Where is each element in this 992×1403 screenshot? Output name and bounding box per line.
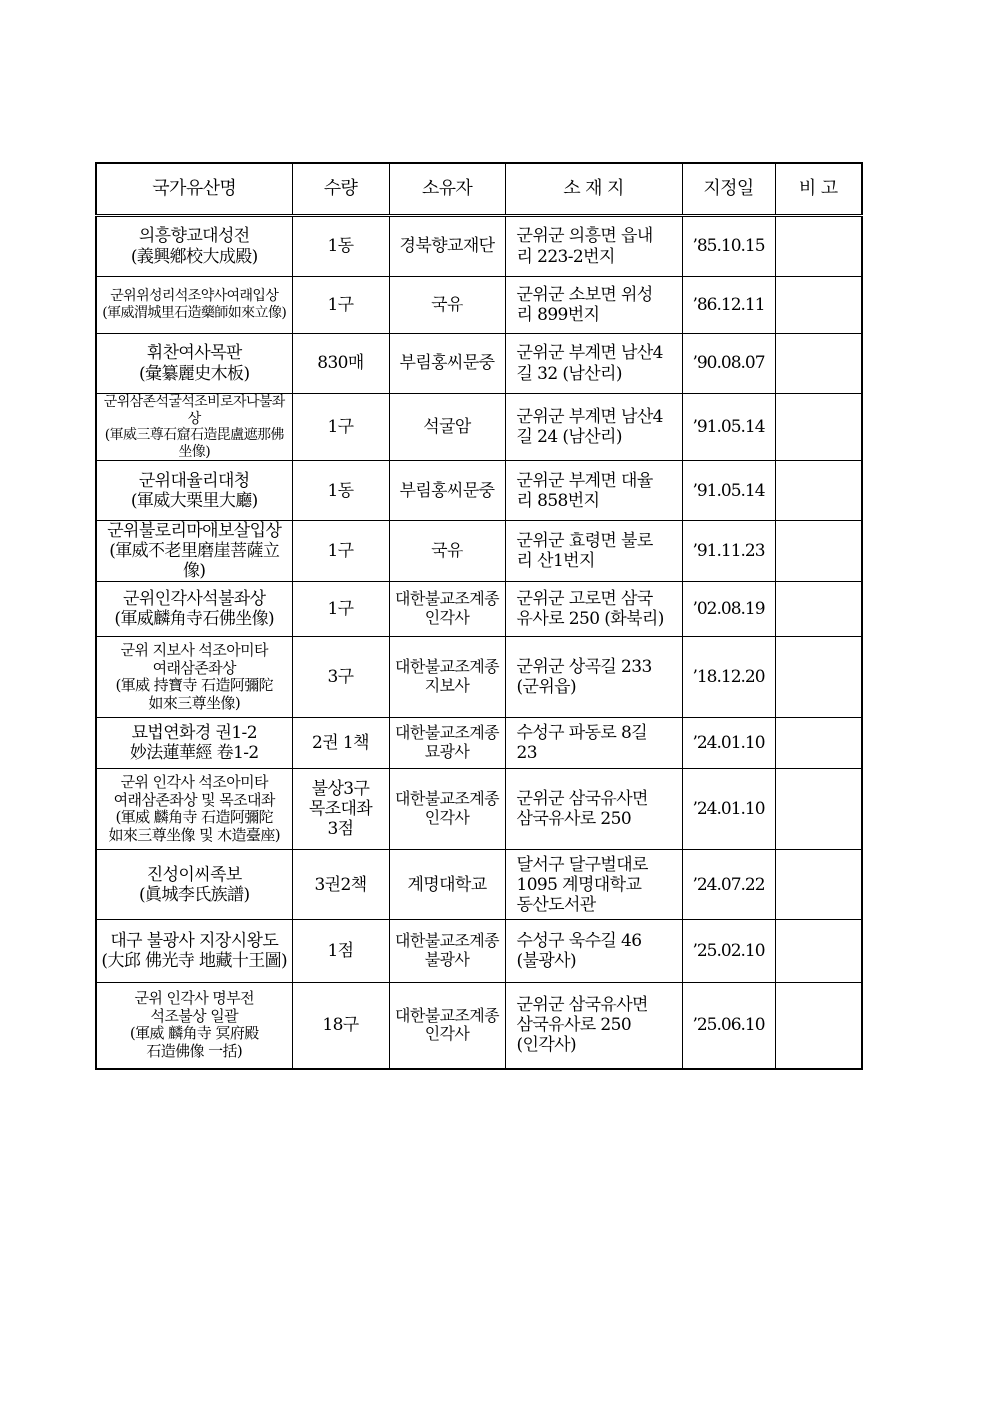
- heritage-quantity: 3구: [292, 637, 389, 718]
- heritage-location: 군위군 효령면 불로 리 산1번지: [505, 521, 682, 582]
- header-note: 비 고: [775, 163, 862, 216]
- table-row: [96, 394, 862, 461]
- heritage-note: [775, 769, 862, 850]
- heritage-quantity: 2권 1책: [292, 718, 389, 769]
- heritage-location: 달서구 달구벌대로 1095 계명대학교 동산도서관: [505, 850, 682, 920]
- heritage-quantity: 1동: [292, 461, 389, 521]
- heritage-quantity: 3권2책: [292, 850, 389, 920]
- designation-date: ’24.01.10: [682, 718, 775, 769]
- table-row: [96, 582, 862, 637]
- heritage-name: 대구 불광사 지장시왕도 (大邱 佛光寺 地藏十王圖): [96, 920, 292, 983]
- heritage-name: 묘법연화경 권1-2 妙法蓮華經 卷1-2: [96, 718, 292, 769]
- heritage-owner: 대한불교조계종 불광사: [389, 920, 505, 983]
- table-row: [96, 521, 862, 582]
- heritage-quantity: 1동: [292, 216, 389, 277]
- heritage-note: [775, 394, 862, 461]
- heritage-name: 군위위성리석조약사여래입상 (軍威渭城里石造藥師如來立像): [96, 277, 292, 334]
- header-date: 지정일: [682, 163, 775, 216]
- designation-date: ’86.12.11: [682, 277, 775, 334]
- heritage-location: 군위군 소보면 위성 리 899번지: [505, 277, 682, 334]
- designation-date: ’91.11.23: [682, 521, 775, 582]
- heritage-quantity: 1구: [292, 582, 389, 637]
- heritage-name: 군위불로리마애보살입상 (軍威不老里磨崖菩薩立像): [96, 521, 292, 582]
- designation-date: ’25.02.10: [682, 920, 775, 983]
- heritage-name: 휘찬여사목판 (彙纂麗史木板): [96, 334, 292, 394]
- heritage-location: 군위군 삼국유사면 삼국유사로 250: [505, 769, 682, 850]
- designation-date: ’91.05.14: [682, 461, 775, 521]
- table-row: [96, 334, 862, 394]
- header-location: 소 재 지: [505, 163, 682, 216]
- heritage-owner: 대한불교조계종 인각사: [389, 769, 505, 850]
- designation-date: ’90.08.07: [682, 334, 775, 394]
- heritage-name: 진성이씨족보 (眞城李氏族譜): [96, 850, 292, 920]
- designation-date: ’18.12.20: [682, 637, 775, 718]
- table-row: [96, 920, 862, 983]
- table-row: [96, 277, 862, 334]
- designation-date: ’25.06.10: [682, 983, 775, 1069]
- heritage-owner: 부림홍씨문중: [389, 334, 505, 394]
- heritage-name: 군위인각사석불좌상 (軍威麟角寺石佛坐像): [96, 582, 292, 637]
- heritage-owner: 계명대학교: [389, 850, 505, 920]
- heritage-name: 군위 인각사 명부전 석조불상 일괄 (軍威 麟角寺 冥府殿 石造佛像 一括): [96, 983, 292, 1069]
- heritage-owner: 경북향교재단: [389, 216, 505, 277]
- heritage-note: [775, 521, 862, 582]
- table-row: [96, 216, 862, 277]
- heritage-location: 군위군 부계면 남산4 길 32 (남산리): [505, 334, 682, 394]
- heritage-location: 수성구 파동로 8길 23: [505, 718, 682, 769]
- heritage-note: [775, 983, 862, 1069]
- heritage-quantity: 1점: [292, 920, 389, 983]
- heritage-location: 군위군 고로면 삼국 유사로 250 (화북리): [505, 582, 682, 637]
- heritage-location: 수성구 욱수길 46 (불광사): [505, 920, 682, 983]
- heritage-note: [775, 277, 862, 334]
- heritage-table: [95, 162, 863, 1070]
- heritage-note: [775, 216, 862, 277]
- heritage-location: 군위군 부계면 대율 리 858번지: [505, 461, 682, 521]
- heritage-note: [775, 637, 862, 718]
- heritage-location: 군위군 삼국유사면 삼국유사로 250 (인각사): [505, 983, 682, 1069]
- heritage-quantity: 1구: [292, 277, 389, 334]
- heritage-name: 군위대율리대청 (軍威大栗里大廳): [96, 461, 292, 521]
- designation-date: ’24.01.10: [682, 769, 775, 850]
- heritage-name: 의흥향교대성전 (義興鄕校大成殿): [96, 216, 292, 277]
- heritage-location: 군위군 부계면 남산4 길 24 (남산리): [505, 394, 682, 461]
- table-row: [96, 461, 862, 521]
- heritage-quantity: 1구: [292, 521, 389, 582]
- heritage-owner: 국유: [389, 521, 505, 582]
- designation-date: ’91.05.14: [682, 394, 775, 461]
- heritage-name: 군위 지보사 석조아미타 여래삼존좌상 (軍威 持寶寺 石造阿彌陀 如來三尊坐像): [96, 637, 292, 718]
- heritage-owner: 대한불교조계종 묘광사: [389, 718, 505, 769]
- heritage-owner: 대한불교조계종 지보사: [389, 637, 505, 718]
- heritage-note: [775, 582, 862, 637]
- heritage-note: [775, 850, 862, 920]
- heritage-quantity: 18구: [292, 983, 389, 1069]
- heritage-owner: 대한불교조계종 인각사: [389, 983, 505, 1069]
- table-row: [96, 718, 862, 769]
- heritage-quantity: 1구: [292, 394, 389, 461]
- table-row: [96, 637, 862, 718]
- heritage-owner: 국유: [389, 277, 505, 334]
- designation-date: ’85.10.15: [682, 216, 775, 277]
- heritage-name: 군위 인각사 석조아미타 여래삼존좌상 및 목조대좌 (軍威 麟角寺 石造阿彌陀 如來三尊坐像 및 木造臺座): [96, 769, 292, 850]
- heritage-name: 군위삼존석굴석조비로자나불좌상 (軍威三尊石窟石造毘盧遮那佛坐像): [96, 394, 292, 461]
- designation-date: ’24.07.22: [682, 850, 775, 920]
- heritage-owner: 석굴암: [389, 394, 505, 461]
- heritage-note: [775, 718, 862, 769]
- table-row: [96, 850, 862, 920]
- header-row: [96, 163, 862, 216]
- header-name: 국가유산명: [96, 163, 292, 216]
- header-owner: 소유자: [389, 163, 505, 216]
- table-row: [96, 983, 862, 1069]
- heritage-owner: 부림홍씨문중: [389, 461, 505, 521]
- heritage-location: 군위군 의흥면 읍내 리 223-2번지: [505, 216, 682, 277]
- heritage-note: [775, 461, 862, 521]
- heritage-location: 군위군 상곡길 233 (군위읍): [505, 637, 682, 718]
- header-quantity: 수량: [292, 163, 389, 216]
- table-row: [96, 769, 862, 850]
- designation-date: ’02.08.19: [682, 582, 775, 637]
- heritage-quantity: 830매: [292, 334, 389, 394]
- heritage-quantity: 불상3구 목조대좌 3점: [292, 769, 389, 850]
- heritage-owner: 대한불교조계종 인각사: [389, 582, 505, 637]
- heritage-note: [775, 920, 862, 983]
- heritage-note: [775, 334, 862, 394]
